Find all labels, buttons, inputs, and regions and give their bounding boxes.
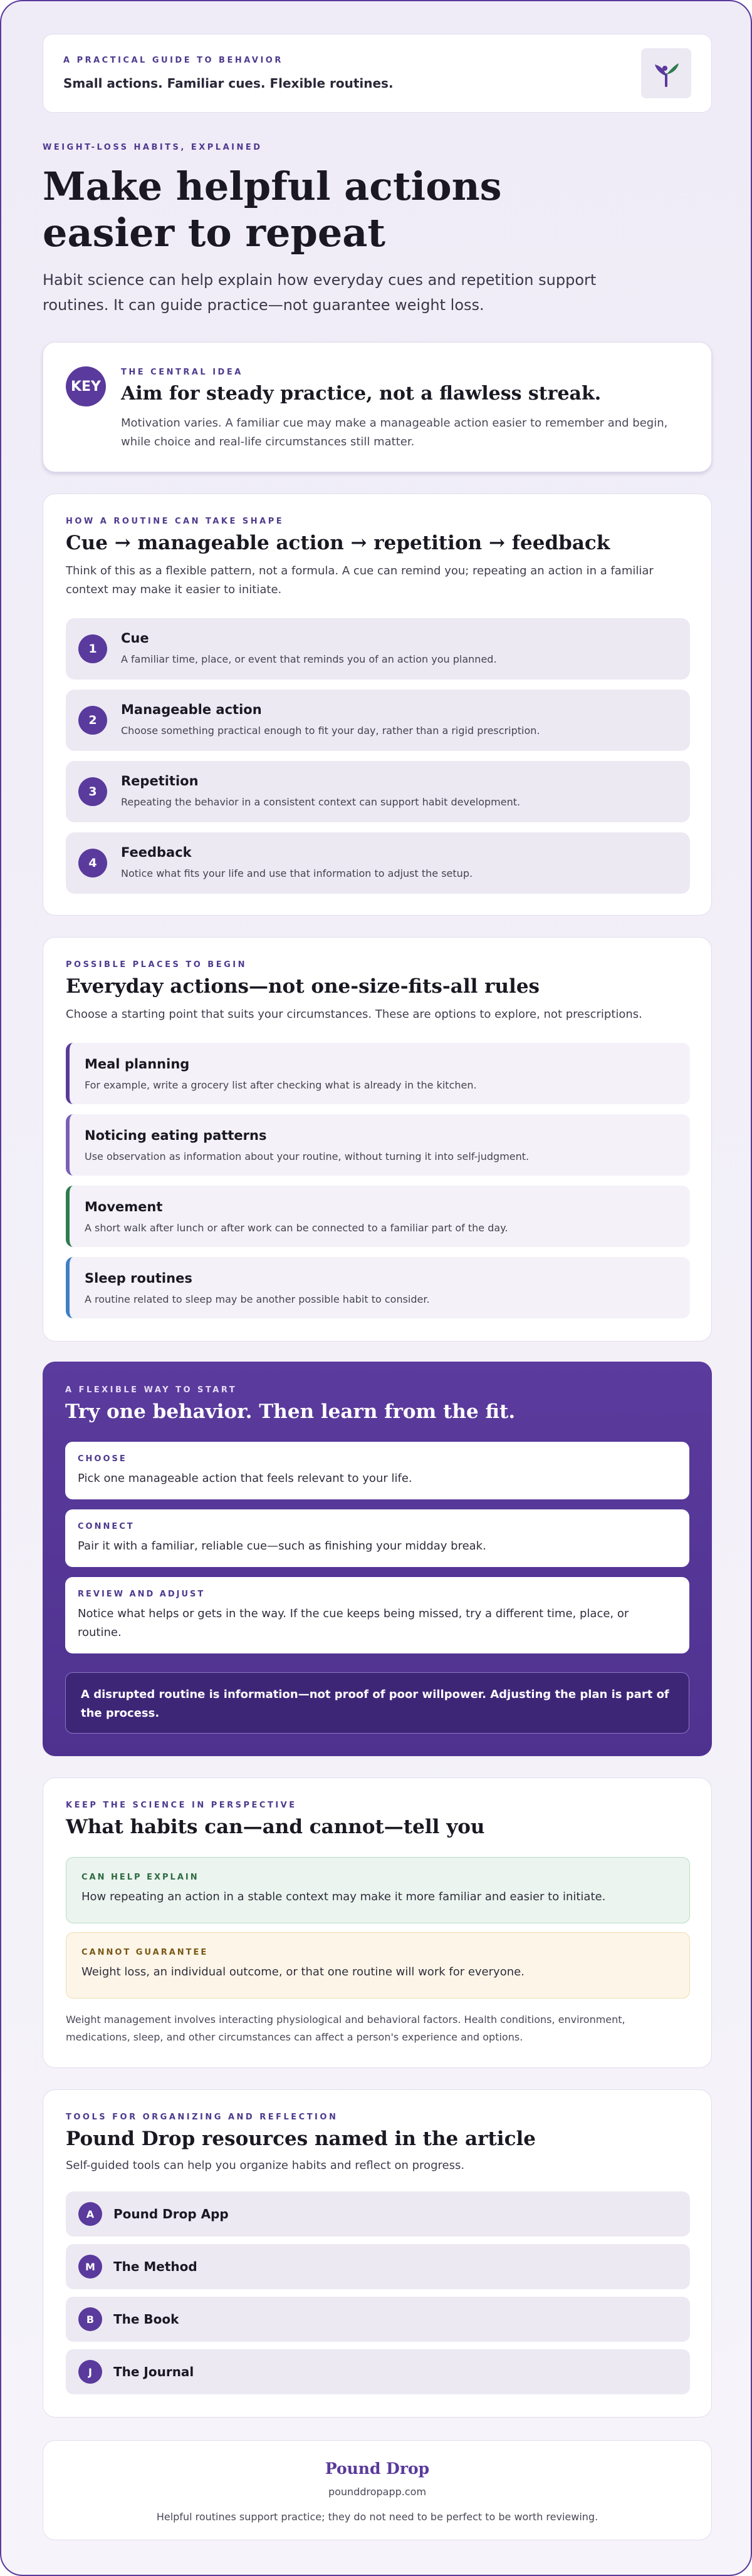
footer [43,2440,712,2540]
perspective-title: What habits can—and cannot—tell you [66,1816,485,1838]
tools-title: Pound Drop resources named in the article [66,2128,536,2150]
footer-brand: Pound Drop [325,2460,430,2478]
option-label: CONNECT [78,1522,135,1531]
place-title: Noticing eating patterns [85,1128,267,1143]
routine-step [66,761,690,822]
callout-text: A disrupted routine is information—not proof of poor willpower. Adjusting the plan is part of the process. [81,1688,669,1720]
resource-item-journal[interactable] [66,2349,690,2394]
perspective-eyebrow: KEEP THE SCIENCE IN PERSPECTIVE [66,1801,297,1810]
step-title: Cue [121,631,149,646]
place-desc: A routine related to sleep may be another possible habit to consider. [85,1293,430,1305]
routine-step [66,832,690,894]
resource-badge: M [78,2255,102,2279]
step-desc: Repeating the behavior in a consistent context can support habit development. [121,796,521,808]
place-item [66,1114,690,1176]
step-number: 3 [78,777,107,806]
routine-section [43,494,712,916]
footer-note: Helpful routines support practice; they do not need to be perfect to be worth reviewing. [156,2511,598,2523]
step-number: 2 [78,706,107,735]
can-explain-box [66,1857,690,1923]
places-title: Everyday actions—not one-size-fits-all rules [66,975,540,998]
routine-step [66,618,690,680]
option-card [65,1442,689,1499]
resource-badge: B [78,2307,102,2331]
central-idea-card [43,342,712,472]
routine-eyebrow: HOW A ROUTINE CAN TAKE SHAPE [66,517,285,526]
resource-item-app[interactable] [66,2191,690,2237]
footer-url[interactable]: pounddropapp.com [328,2486,427,2498]
places-desc: Choose a starting point that suits your circumstances. These are options to explore, not prescriptions. [66,1008,642,1021]
resource-title: The Journal [113,2364,194,2379]
resource-badge: A [78,2202,102,2226]
place-item [66,1043,690,1104]
resource-item-method[interactable] [66,2244,690,2289]
callout-note [65,1672,689,1734]
option-text: Pair it with a familiar, reliable cue—such as finishing your midday break. [78,1539,486,1553]
perspective-section [43,1777,712,2068]
can-explain-text: How repeating an action in a stable context may make it more familiar and easier to initiate. [81,1890,606,1903]
place-desc: A short walk after lunch or after work can be connected to a familiar part of the day. [85,1222,508,1234]
place-desc: Use observation as information about your routine, without turning it into self-judgment. [85,1151,530,1162]
places-section [43,937,712,1342]
option-card [65,1577,689,1653]
central-idea-body: Motivation varies. A familiar cue may make a manageable action easier to remember and begin, while choice and real-life circumstances still matter. [121,416,668,448]
flexible-eyebrow: A FLEXIBLE WAY TO START [65,1385,238,1395]
step-desc: A familiar time, place, or event that reminds you of an action you planned. [121,653,497,665]
place-title: Meal planning [85,1057,190,1072]
flexible-title: Try one behavior. Then learn from the fit. [65,1400,516,1423]
top-bar [43,34,712,113]
flexible-start-section [43,1362,712,1756]
option-label: REVIEW AND ADJUST [78,1590,206,1599]
tools-eyebrow: TOOLS FOR ORGANIZING AND REFLECTION [66,2113,338,2122]
place-title: Sleep routines [85,1271,192,1286]
central-idea-eyebrow: THE CENTRAL IDEA [121,368,243,377]
step-desc: Choose something practical enough to fit your day, rather than a rigid prescription. [121,725,540,737]
tools-section [43,2089,712,2418]
option-label: CHOOSE [78,1454,127,1464]
step-number: 1 [78,634,107,663]
place-item [66,1186,690,1247]
hero [43,143,712,318]
routine-step [66,690,690,751]
resource-item-book[interactable] [66,2297,690,2342]
perspective-note: Weight management involves interacting physiological and behavioral factors. Health conditions, environment, medications, sleep, and other circumstances can affect a person's experience and options. [66,2014,625,2043]
places-eyebrow: POSSIBLE PLACES TO BEGIN [66,960,247,970]
step-title: Repetition [121,773,199,789]
tools-desc: Self-guided tools can help you organize habits and reflect on progress. [66,2159,465,2172]
resource-title: Pound Drop App [113,2206,229,2222]
option-card [65,1509,689,1567]
place-title: Movement [85,1199,163,1214]
step-desc: Notice what fits your life and use that information to adjust the setup. [121,867,473,879]
page-title: Make helpful actions easier to repeat [43,163,502,256]
resource-title: The Book [113,2312,179,2327]
hero-intro: Habit science can help explain how everyday cues and repetition support routines. It can guide practice—not guarantee weight loss. [43,271,597,314]
logo[interactable] [641,48,691,98]
step-number: 4 [78,849,107,877]
place-desc: For example, write a grocery list after checking what is already in the kitchen. [85,1079,477,1091]
step-title: Manageable action [121,702,262,717]
option-text: Pick one manageable action that feels relevant to your life. [78,1472,412,1485]
cannot-guarantee-label: CANNOT GUARANTEE [81,1948,209,1957]
header-eyebrow: A PRACTICAL GUIDE TO BEHAVIOR [63,56,283,65]
leaf-person-icon [649,56,684,91]
cannot-guarantee-box [66,1932,690,1999]
key-badge: KEY [66,366,106,406]
resource-title: The Method [113,2259,197,2274]
central-idea-title: Aim for steady practice, not a flawless streak. [121,383,602,405]
place-item [66,1257,690,1318]
cannot-guarantee-text: Weight loss, an individual outcome, or that one routine will work for everyone. [81,1965,525,1979]
option-text: Notice what helps or gets in the way. If the cue keeps being missed, try a different time, place, or routine. [78,1607,629,1639]
resource-badge: J [78,2360,102,2384]
can-explain-label: CAN HELP EXPLAIN [81,1873,199,1882]
routine-desc: Think of this as a flexible pattern, not a formula. A cue can remind you; repeating an action in a familiar context may make it easier to initiate. [66,564,654,596]
step-title: Feedback [121,845,192,860]
header-tagline: Small actions. Familiar cues. Flexible routines. [63,76,394,91]
hero-eyebrow: WEIGHT-LOSS HABITS, EXPLAINED [43,143,263,152]
routine-title: Cue → manageable action → repetition → feedback [66,532,610,554]
